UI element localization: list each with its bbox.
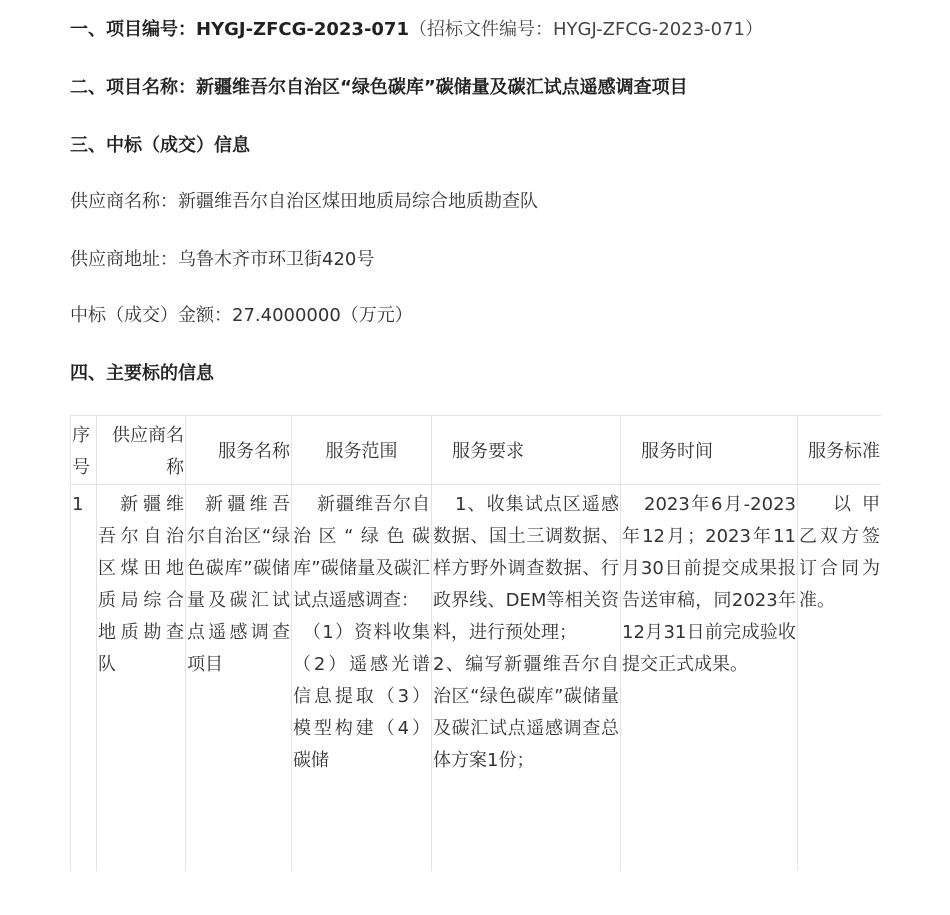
cell-service-standard: 以甲乙双方签订合同为准。 [798,485,882,872]
subject-table-wrapper [70,415,881,871]
scope-intro: 新疆维吾尔自治区“绿色碳库”碳储量及碳汇试点遥感调查： [293,494,430,611]
supplier-address-label: 供应商地址： [70,249,178,270]
cell-service-requirement [432,485,621,872]
award-info-heading: 三、中标（成交）信息 [70,135,250,156]
scope-items: （1）资料收集（2）遥感光谱信息提取（3）模型构建（4）碳储 [293,622,430,771]
tender-doc-number: （招标文件编号：HYGJ-ZFCG-2023-071） [409,19,763,40]
award-amount-line [70,304,413,328]
supplier-name-value: 新疆维吾尔自治区煤田地质局综合地质勘查队 [178,191,538,212]
header-service-standard: 服务标准 [798,416,882,485]
header-service-scope: 服务范围 [292,416,432,485]
header-service-time: 服务时间 [621,416,798,485]
supplier-address-line [70,248,374,272]
project-name-value: 新疆维吾尔自治区“绿色碳库”碳储量及碳汇试点遥感调查项目 [196,77,688,98]
requirement-1: 1、收集试点区遥感数据、国土三调数据、样方野外调查数据、行政界线、DEM等相关资料，进行预处理； [433,494,619,643]
table-header-row [71,416,882,485]
header-supplier: 供应商名称 [97,416,186,485]
project-number-line [70,18,763,42]
project-number-label: 一、项目编号： [70,19,196,40]
project-name-label: 二、项目名称： [70,77,196,98]
table-row [71,485,882,872]
main-subject-heading: 四、主要标的信息 [70,363,214,384]
cell-service-time: 2023年6月-2023年12月；2023年11月30日前提交成果报告送审稿，同2023年12月31日前完成验收提交正式成果。 [621,485,798,872]
supplier-name-label: 供应商名称： [70,191,178,212]
project-number-value: HYGJ-ZFCG-2023-071 [196,19,409,40]
cell-no: 1 [71,485,97,872]
requirement-2: 2、编写新疆维吾尔自治区“绿色碳库”碳储量及碳汇试点遥感调查总体方案1份； [433,654,619,771]
supplier-address-value: 乌鲁木齐市环卫街420号 [178,249,375,270]
subject-table [70,415,881,871]
header-no: 序号 [71,416,97,485]
supplier-name-line [70,190,538,214]
cell-service-name: 新疆维吾尔自治区“绿色碳库”碳储量及碳汇试点遥感调查项目 [186,485,292,872]
header-service-name: 服务名称 [186,416,292,485]
header-service-requirement: 服务要求 [432,416,621,485]
cell-supplier: 新疆维吾尔自治区煤田地质局综合地质勘查队 [97,485,186,872]
award-amount-value: 27.4000000（万元） [232,305,413,326]
project-name-line [70,76,688,100]
award-amount-label: 中标（成交）金额： [70,305,232,326]
cell-service-scope [292,485,432,872]
